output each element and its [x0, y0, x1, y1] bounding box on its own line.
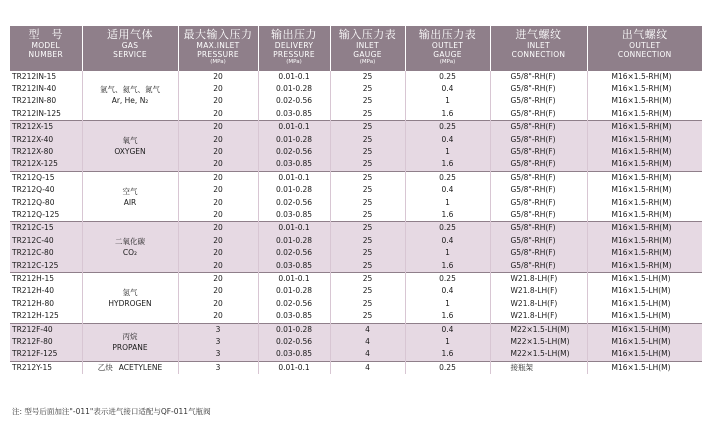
outlet-gauge-cell: 0.25 — [405, 121, 490, 134]
inlet-connection-cell: G5/8"-RH(F) — [490, 158, 587, 171]
outlet-connection-cell: M16×1.5-RH(M) — [587, 247, 702, 259]
inlet-connection-cell: G5/8"-RH(F) — [490, 247, 587, 259]
inlet-gauge-cell: 25 — [330, 121, 405, 134]
inlet-connection-cell: G5/8"-RH(F) — [490, 171, 587, 184]
model-cell: TR212F-80 — [10, 336, 82, 348]
header-row — [10, 26, 702, 70]
outlet-connection-cell: M16×1.5-LH(M) — [587, 361, 702, 374]
header-gas-cn: 适用气体 — [107, 28, 153, 41]
outlet-connection-cell: M16×1.5-RH(M) — [587, 171, 702, 184]
spec-table-wrapper — [10, 26, 702, 374]
header-inlet-conn-en1: INLET — [527, 41, 550, 50]
outlet-gauge-cell: 1.6 — [405, 209, 490, 222]
table-row — [10, 361, 702, 374]
inlet-connection-cell: W21.8-LH(F) — [490, 298, 587, 310]
model-cell: TR212IN-80 — [10, 95, 82, 107]
outlet-connection-cell: M16×1.5-LH(M) — [587, 348, 702, 361]
delivery-cell: 0.01-0.28 — [258, 83, 330, 95]
delivery-cell: 0.02-0.56 — [258, 197, 330, 209]
table-row — [10, 222, 702, 235]
delivery-cell: 0.01-0.1 — [258, 121, 330, 134]
header-inlet-gauge-en1: INLET — [356, 41, 379, 50]
header-outlet-gauge-unit: (MPa) — [439, 59, 456, 65]
max-inlet-cell: 20 — [178, 298, 258, 310]
max-inlet-cell: 20 — [178, 310, 258, 323]
gas-name-en: CO₂ — [122, 248, 138, 258]
inlet-connection-cell: G5/8"-RH(F) — [490, 95, 587, 107]
header-outlet-conn — [587, 26, 702, 70]
inlet-gauge-cell: 25 — [330, 158, 405, 171]
outlet-gauge-cell: 0.25 — [405, 361, 490, 374]
header-inlet-conn-cn: 进气螺纹 — [515, 28, 562, 41]
delivery-cell: 0.02-0.56 — [258, 146, 330, 158]
inlet-connection-cell: G5/8"-RH(F) — [490, 83, 587, 95]
table-row — [10, 323, 702, 336]
delivery-cell: 0.03-0.85 — [258, 108, 330, 121]
header-max-inlet-en1: MAX.INLET — [196, 41, 240, 50]
inlet-gauge-cell: 25 — [330, 184, 405, 196]
model-cell: TR212H-15 — [10, 273, 82, 286]
header-max-inlet-cn: 最大输入压力 — [183, 28, 253, 41]
outlet-gauge-cell: 0.25 — [405, 273, 490, 286]
outlet-gauge-cell: 1 — [405, 197, 490, 209]
inlet-connection-cell: G5/8"-RH(F) — [490, 146, 587, 158]
inlet-gauge-cell: 25 — [330, 235, 405, 247]
header-gas-en1: GAS — [121, 41, 139, 50]
header-inlet-conn-en2: CONNECTION — [511, 50, 566, 59]
outlet-connection-cell: M16×1.5-RH(M) — [587, 222, 702, 235]
delivery-cell: 0.03-0.85 — [258, 310, 330, 323]
inlet-gauge-cell: 25 — [330, 108, 405, 121]
max-inlet-cell: 20 — [178, 95, 258, 107]
outlet-connection-cell: M16×1.5-LH(M) — [587, 323, 702, 336]
header-inlet-conn — [490, 26, 587, 70]
outlet-connection-cell: M16×1.5-RH(M) — [611, 197, 672, 207]
outlet-gauge-cell: 0.25 — [405, 171, 490, 184]
max-inlet-cell: 20 — [178, 273, 258, 286]
model-cell: TR212H-125 — [10, 310, 82, 323]
header-inlet-gauge — [330, 26, 405, 70]
table-row — [10, 171, 702, 184]
outlet-connection-cell: M16×1.5-RH(M) — [611, 108, 672, 118]
gas-cell — [82, 70, 178, 121]
gas-name-en: HYDROGEN — [108, 298, 152, 308]
gas-name-cn: 丙烷 — [122, 332, 138, 342]
inlet-gauge-cell: 25 — [330, 197, 405, 209]
header-model-en1: MODEL — [31, 41, 61, 50]
delivery-cell: 0.01-0.28 — [258, 134, 330, 146]
header-delivery-en2: PRESSURE — [273, 50, 315, 59]
outlet-gauge-cell: 0.25 — [405, 222, 490, 235]
inlet-gauge-cell: 25 — [330, 273, 405, 286]
inlet-gauge-cell: 25 — [330, 222, 405, 235]
outlet-connection-cell: M16×1.5-RH(M) — [587, 146, 702, 158]
model-cell: TR212C-15 — [10, 222, 82, 235]
outlet-gauge-cell: 0.4 — [405, 83, 490, 95]
outlet-gauge-cell: 1 — [405, 95, 490, 107]
outlet-connection-cell: M16×1.5-RH(M) — [587, 70, 702, 83]
inlet-connection-cell: M22×1.5-LH(M) — [490, 323, 587, 336]
outlet-connection-cell: M16×1.5-RH(M) — [611, 209, 672, 219]
model-cell: TR212X-15 — [10, 121, 82, 134]
header-outlet-gauge-en1: OUTLET — [431, 41, 464, 50]
inlet-gauge-cell: 4 — [330, 336, 405, 348]
inlet-connection-cell: G5/8"-RH(F) — [490, 197, 587, 209]
header-max-inlet — [178, 26, 258, 70]
outlet-connection-cell: M16×1.5-RH(M) — [587, 134, 702, 146]
max-inlet-cell: 3 — [178, 348, 258, 361]
delivery-cell: 0.01-0.28 — [258, 323, 330, 336]
gas-name-en: OXYGEN — [114, 146, 146, 156]
inlet-gauge-cell: 25 — [330, 298, 405, 310]
max-inlet-cell: 20 — [178, 247, 258, 259]
inlet-connection-cell: G5/8"-RH(F) — [490, 235, 587, 247]
max-inlet-cell: 20 — [178, 158, 258, 171]
delivery-cell: 0.02-0.56 — [258, 95, 330, 107]
inlet-connection-cell: G5/8"-RH(F) — [490, 121, 587, 134]
header-delivery-unit: (MPa) — [286, 59, 302, 65]
outlet-connection-cell: M16×1.5-LH(M) — [611, 286, 671, 296]
inlet-gauge-cell: 4 — [330, 323, 405, 336]
delivery-cell: 0.01-0.28 — [258, 285, 330, 297]
gas-name-cn: 氢气 — [122, 287, 138, 297]
model-cell: TR212IN-40 — [10, 83, 82, 95]
inlet-gauge-cell: 25 — [330, 70, 405, 83]
inlet-connection-cell: G5/8"-RH(F) — [490, 134, 587, 146]
max-inlet-cell: 20 — [178, 235, 258, 247]
max-inlet-cell: 3 — [178, 361, 258, 374]
max-inlet-cell: 3 — [178, 336, 258, 348]
model-cell: TR212C-80 — [10, 247, 82, 259]
inlet-gauge-cell: 4 — [330, 348, 405, 361]
outlet-connection-cell: M16×1.5-LH(M) — [611, 298, 671, 308]
delivery-cell: 0.01-0.28 — [258, 235, 330, 247]
inlet-gauge-cell: 25 — [330, 83, 405, 95]
outlet-connection-cell: M16×1.5-RH(M) — [611, 185, 672, 195]
model-cell: TR212IN-15 — [10, 70, 82, 83]
header-outlet-conn-cn: 出气螺纹 — [621, 28, 668, 41]
outlet-connection-cell: M16×1.5-RH(M) — [587, 235, 702, 247]
regulator-spec-table — [10, 26, 702, 374]
outlet-connection-cell: M16×1.5-RH(M) — [611, 83, 672, 93]
table-header — [10, 26, 702, 70]
model-cell: TR212H-80 — [10, 298, 82, 310]
gas-cell — [82, 121, 178, 172]
table-row — [10, 70, 702, 83]
outlet-connection-cell: M16×1.5-RH(M) — [587, 158, 702, 171]
inlet-connection-cell: G5/8"-RH(F) — [490, 209, 587, 222]
outlet-gauge-cell: 1 — [405, 298, 490, 310]
outlet-gauge-cell: 0.4 — [405, 134, 490, 146]
outlet-gauge-cell: 0.4 — [405, 184, 490, 196]
outlet-gauge-cell: 0.4 — [405, 285, 490, 297]
table-row — [10, 273, 702, 286]
header-max-inlet-unit: (MPa) — [210, 59, 226, 65]
outlet-connection-cell: M16×1.5-LH(M) — [587, 273, 702, 286]
header-model-cn: 型 号 — [28, 28, 63, 41]
model-cell: TR212X-40 — [10, 134, 82, 146]
header-delivery — [258, 26, 330, 70]
inlet-connection-cell: W21.8-LH(F) — [490, 310, 587, 323]
inlet-gauge-cell: 25 — [330, 146, 405, 158]
max-inlet-cell: 20 — [178, 83, 258, 95]
gas-name-en: AIR — [123, 197, 137, 207]
max-inlet-cell: 20 — [178, 197, 258, 209]
outlet-connection-cell: M16×1.5-LH(M) — [611, 311, 671, 321]
table-body — [10, 70, 702, 374]
delivery-cell: 0.03-0.85 — [258, 260, 330, 273]
model-cell: TR212X-80 — [10, 146, 82, 158]
delivery-cell: 0.03-0.85 — [258, 348, 330, 361]
inlet-gauge-cell: 25 — [330, 285, 405, 297]
header-inlet-gauge-unit: (MPa) — [359, 59, 376, 65]
outlet-gauge-cell: 0.4 — [405, 323, 490, 336]
max-inlet-cell: 20 — [178, 171, 258, 184]
header-inlet-gauge-cn: 输入压力表 — [338, 28, 397, 41]
footnote: 注: 型号后面加注"-011"表示进气接口适配与QF-011气瓶阀 — [12, 407, 211, 416]
model-cell: TR212Q-15 — [10, 171, 82, 184]
inlet-connection-cell: M22×1.5-LH(M) — [490, 336, 587, 348]
inlet-connection-cell: G5/8"-RH(F) — [490, 260, 587, 273]
delivery-cell: 0.03-0.85 — [258, 209, 330, 222]
inlet-gauge-cell: 25 — [330, 247, 405, 259]
model-cell: TR212C-125 — [10, 260, 82, 273]
inlet-gauge-cell: 25 — [330, 134, 405, 146]
gas-cell — [82, 273, 178, 324]
max-inlet-cell: 20 — [178, 184, 258, 196]
model-cell: TR212F-40 — [10, 323, 82, 336]
header-model — [10, 26, 82, 70]
inlet-gauge-cell: 25 — [330, 209, 405, 222]
gas-name-en: ACETYLENE — [118, 362, 163, 372]
header-outlet-gauge — [405, 26, 490, 70]
outlet-connection-cell: M16×1.5-LH(M) — [587, 336, 702, 348]
inlet-gauge-cell: 4 — [330, 361, 405, 374]
inlet-gauge-cell: 25 — [330, 171, 405, 184]
table-row — [10, 121, 702, 134]
header-delivery-en1: DELIVERY — [274, 41, 314, 50]
delivery-cell: 0.01-0.28 — [258, 184, 330, 196]
header-outlet-gauge-en2: GAUGE — [433, 50, 462, 59]
outlet-gauge-cell: 1.6 — [405, 108, 490, 121]
gas-name-cn: 二氧化碳 — [115, 237, 145, 247]
model-cell: TR212Q-80 — [10, 197, 82, 209]
header-delivery-cn: 输出压力 — [271, 28, 317, 41]
inlet-gauge-cell: 25 — [330, 95, 405, 107]
gas-cell — [82, 171, 178, 222]
delivery-cell: 0.02-0.56 — [258, 298, 330, 310]
model-cell: TR212Q-40 — [10, 184, 82, 196]
max-inlet-cell: 20 — [178, 285, 258, 297]
gas-cell — [82, 361, 178, 374]
max-inlet-cell: 20 — [178, 146, 258, 158]
model-cell: TR212H-40 — [10, 285, 82, 297]
header-outlet-gauge-cn: 输出压力表 — [418, 28, 477, 41]
delivery-cell: 0.03-0.85 — [258, 158, 330, 171]
model-cell: TR212F-125 — [10, 348, 82, 361]
header-inlet-gauge-en2: GAUGE — [353, 50, 382, 59]
gas-name-cn: 氧气 — [122, 135, 138, 145]
delivery-cell: 0.01-0.1 — [258, 222, 330, 235]
header-gas — [82, 26, 178, 70]
inlet-connection-cell: 接瓶架 — [490, 361, 587, 374]
outlet-gauge-cell: 1 — [405, 247, 490, 259]
outlet-gauge-cell: 1.6 — [405, 348, 490, 361]
inlet-connection-cell: G5/8"-RH(F) — [490, 108, 587, 121]
gas-cell — [82, 222, 178, 273]
gas-name-cn: 氩气、氦气、氮气 — [100, 85, 160, 95]
delivery-cell: 0.01-0.1 — [258, 273, 330, 286]
outlet-gauge-cell: 1.6 — [405, 310, 490, 323]
gas-name-cn: 空气 — [122, 186, 138, 196]
outlet-gauge-cell: 0.4 — [405, 235, 490, 247]
gas-name-cn: 乙炔 — [97, 362, 113, 372]
outlet-gauge-cell: 1 — [405, 336, 490, 348]
header-outlet-conn-en2: CONNECTION — [617, 50, 672, 59]
inlet-gauge-cell: 25 — [330, 310, 405, 323]
delivery-cell: 0.01-0.1 — [258, 70, 330, 83]
gas-name-en: Ar, He, N₂ — [111, 96, 149, 106]
inlet-connection-cell: G5/8"-RH(F) — [490, 184, 587, 196]
model-cell: TR212C-40 — [10, 235, 82, 247]
outlet-gauge-cell: 0.25 — [405, 70, 490, 83]
inlet-connection-cell: M22×1.5-LH(M) — [490, 348, 587, 361]
inlet-connection-cell: G5/8"-RH(F) — [490, 70, 587, 83]
max-inlet-cell: 20 — [178, 70, 258, 83]
model-cell: TR212Q-125 — [10, 209, 82, 222]
max-inlet-cell: 3 — [178, 323, 258, 336]
delivery-cell: 0.01-0.1 — [258, 171, 330, 184]
max-inlet-cell: 20 — [178, 260, 258, 273]
max-inlet-cell: 20 — [178, 108, 258, 121]
inlet-connection-cell: G5/8"-RH(F) — [490, 222, 587, 235]
max-inlet-cell: 20 — [178, 134, 258, 146]
gas-name-en: PROPANE — [112, 343, 148, 353]
inlet-connection-cell: W21.8-LH(F) — [490, 273, 587, 286]
outlet-gauge-cell: 1 — [405, 146, 490, 158]
delivery-cell: 0.01-0.1 — [258, 361, 330, 374]
outlet-connection-cell: M16×1.5-RH(M) — [611, 96, 672, 106]
inlet-connection-cell: W21.8-LH(F) — [490, 285, 587, 297]
outlet-gauge-cell: 1.6 — [405, 260, 490, 273]
header-outlet-conn-en1: OUTLET — [629, 41, 661, 50]
outlet-connection-cell: M16×1.5-RH(M) — [587, 121, 702, 134]
inlet-gauge-cell: 25 — [330, 260, 405, 273]
outlet-connection-cell: M16×1.5-RH(M) — [587, 260, 702, 273]
outlet-gauge-cell: 1.6 — [405, 158, 490, 171]
max-inlet-cell: 20 — [178, 222, 258, 235]
header-max-inlet-en2: PRESSURE — [197, 50, 239, 59]
delivery-cell: 0.02-0.56 — [258, 247, 330, 259]
max-inlet-cell: 20 — [178, 209, 258, 222]
model-cell: TR212Y-15 — [10, 361, 82, 374]
delivery-cell: 0.02-0.56 — [258, 336, 330, 348]
header-gas-en2: SERVICE — [113, 50, 147, 59]
model-cell: TR212X-125 — [10, 158, 82, 171]
model-cell: TR212IN-125 — [10, 108, 82, 121]
header-model-en2: NUMBER — [28, 50, 63, 59]
gas-cell — [82, 323, 178, 361]
max-inlet-cell: 20 — [178, 121, 258, 134]
